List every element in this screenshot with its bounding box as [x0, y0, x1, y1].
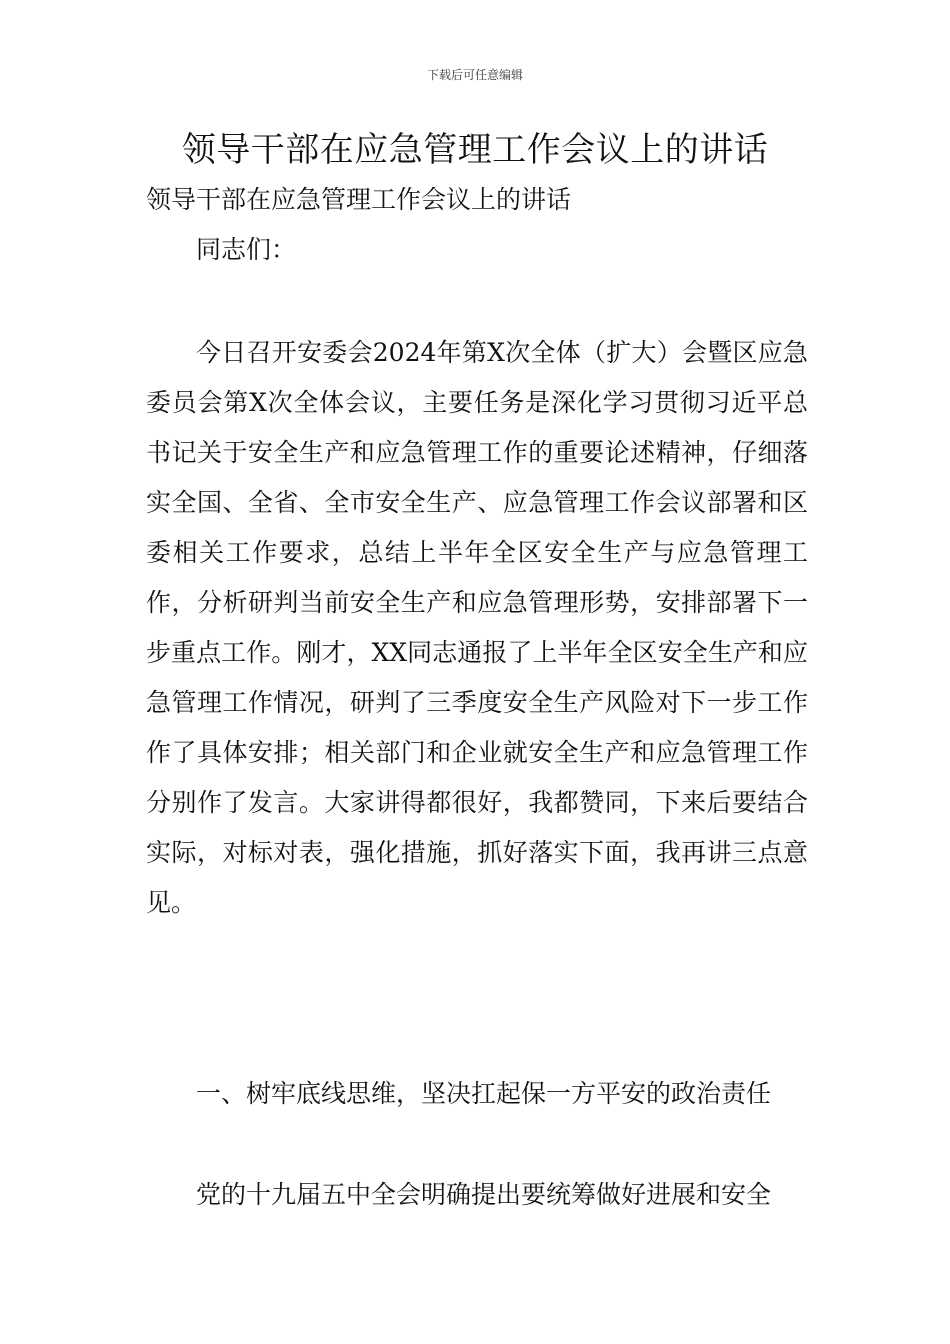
document-subtitle: 领导干部在应急管理工作会议上的讲话 [146, 185, 572, 214]
header-note: 下载后可任意编辑 [426, 68, 523, 82]
document-title: 领导干部在应急管理工作会议上的讲话 [181, 130, 769, 170]
section-1-text: 党的十九届五中全会明确提出要统筹做好进展和安全 [196, 1180, 772, 1209]
section-1-heading: 一、树牢底线思维，坚决扛起保一方平安的政治责任 [196, 1079, 772, 1108]
salutation: 同志们： [196, 235, 297, 264]
intro-paragraph: 今日召开安委会2024年第X次全体（扩大）会暨区应急委员会第X次全体会议，主要任务是深化学习贯彻习近平总书记关于安全生产和应急管理工作的重要论述精神，仔细落实全国、全省、全市安全生产、应急管理工作会议部署和区委相关工作要求，总结上半年全区安全生产与应急管理工作，分析研判当前安全生产和应急管理形势，安排部署下一步重点工作。刚才，XX同志通报了上半年全区安全生产和应急管理工作情况，研判了三季度安全生产风险对下一步工作作了具体安排；相关部门和企业就安全生产和应急管理工作分别作了发言。大家讲得都很好，我都赞同，下来后要结合实际，对标对表，强化措施，抓好落实下面，我再讲三点意见。 [146, 338, 808, 917]
